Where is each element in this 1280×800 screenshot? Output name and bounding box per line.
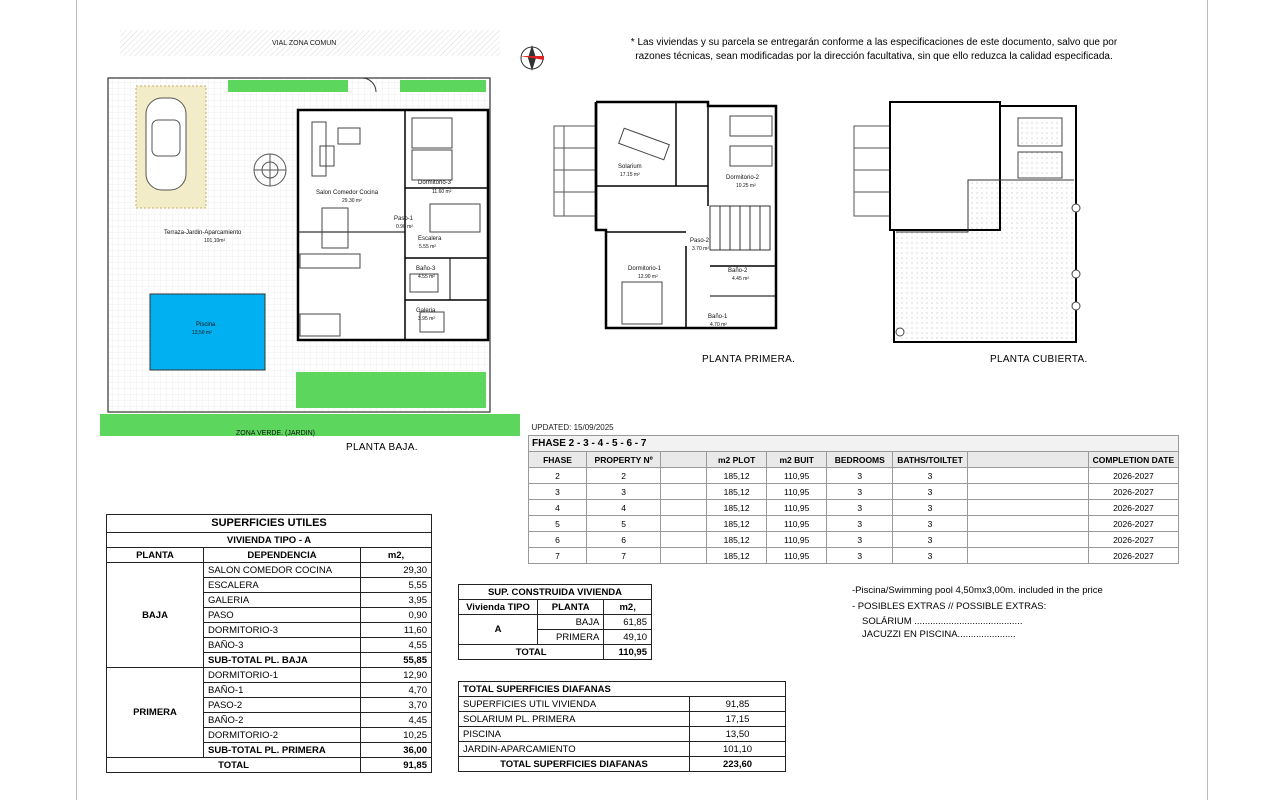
cell (967, 484, 1088, 500)
room-paso2-area: 3.70 m² (692, 246, 709, 252)
cell: 185,12 (707, 548, 767, 564)
sup-construida-title: SUP. CONSTRUIDA VIVIENDA (459, 585, 652, 600)
col-vivienda-tipo: Vivienda TIPO (459, 600, 538, 615)
cell: 3 (827, 468, 893, 484)
roof-plan (850, 96, 1090, 346)
col-property: PROPERTY Nº (587, 452, 661, 468)
table-cell: PRIMERA (538, 630, 604, 645)
table-cell: 4,45 (361, 713, 432, 728)
cell (967, 468, 1088, 484)
room-dormitorio2-label: Dormitorio-2 (726, 175, 760, 181)
cell (661, 548, 707, 564)
table-cell: SALON COMEDOR COCINA (204, 563, 361, 578)
cell: 3 (529, 484, 587, 500)
cell (967, 500, 1088, 516)
col-bedrooms: BEDROOMS (827, 452, 893, 468)
room-dormitorio3-label: Dormitorio-3 (418, 180, 452, 186)
room-paso1-area: 0.90 m² (396, 224, 413, 230)
table-cell: 17,15 (690, 712, 786, 727)
cell: 7 (529, 548, 587, 564)
cell (661, 484, 707, 500)
planta-primera-cell: PRIMERA (107, 668, 204, 758)
table-cell: BAÑO-3 (204, 638, 361, 653)
room-piscina-area: 13,50 m² (192, 330, 212, 336)
diafanas-total-value: 223,60 (690, 757, 786, 772)
table-cell: JARDIN-APARCAMIENTO (459, 742, 690, 757)
col-m2: m2, (604, 600, 652, 615)
room-bano1-label: Baño-1 (708, 314, 728, 320)
cell: 7 (587, 548, 661, 564)
cell: 110,95 (767, 516, 827, 532)
total-value: 91,85 (361, 758, 432, 773)
table-cell: PASO-2 (204, 698, 361, 713)
table-cell: SOLARIUM PL. PRIMERA (459, 712, 690, 727)
cell: 2026-2027 (1088, 516, 1178, 532)
cell: 5 (587, 516, 661, 532)
sup-utiles-title: SUPERFICIES UTILES (107, 515, 432, 533)
cell: 110,95 (767, 532, 827, 548)
room-galeria-label: Galeria (416, 308, 436, 314)
table-cell: 101,10 (690, 742, 786, 757)
table-cell: 10,25 (361, 728, 432, 743)
table-cell: BAÑO-2 (204, 713, 361, 728)
cell: 3 (893, 548, 967, 564)
col-dependencia: DEPENDENCIA (204, 548, 361, 563)
table-cell: DORMITORIO-3 (204, 623, 361, 638)
cell: 4 (529, 500, 587, 516)
cell (661, 532, 707, 548)
table-cell: 13,50 (690, 727, 786, 742)
cell: 185,12 (707, 516, 767, 532)
table-row (529, 516, 1179, 532)
phase-table-header (529, 452, 1179, 468)
table-cell: PASO (204, 608, 361, 623)
table-cell: 49,10 (604, 630, 652, 645)
room-galeria-area: 3.95 m² (418, 316, 435, 322)
table-cell: 3,95 (361, 593, 432, 608)
cell: 110,95 (767, 484, 827, 500)
table-cell: 11,60 (361, 623, 432, 638)
construida-total-label: TOTAL (459, 645, 604, 660)
north-compass-icon (514, 40, 550, 76)
col-empty-1 (661, 452, 707, 468)
cell: 6 (587, 532, 661, 548)
cell: 2026-2027 (1088, 548, 1178, 564)
room-dormitorio2-area: 10.25 m² (736, 183, 756, 189)
col-m2: m2, (361, 548, 432, 563)
cell: 3 (893, 532, 967, 548)
cell: 2026-2027 (1088, 532, 1178, 548)
cell: 2 (587, 468, 661, 484)
room-paso1-label: Paso-1 (394, 216, 414, 222)
cell (661, 516, 707, 532)
room-solarium-label: Solarium (618, 164, 642, 170)
col-baths: BATHS/TOILTET (893, 452, 967, 468)
general-note (594, 36, 1154, 64)
cell (967, 532, 1088, 548)
table-row (529, 484, 1179, 500)
diafanas-total-label: TOTAL SUPERFICIES DIAFANAS (459, 757, 690, 772)
table-cell: ESCALERA (204, 578, 361, 593)
cell (967, 516, 1088, 532)
table-cell: 12,90 (361, 668, 432, 683)
total-label: TOTAL (107, 758, 361, 773)
extra-solarium: SOLÁRIUM ......................................... (862, 616, 1023, 627)
room-bano2-area: 4.45 m² (732, 276, 749, 282)
col-fhase: FHASE (529, 452, 587, 468)
updated-date: UPDATED: 15/09/2025 (531, 422, 614, 432)
table-cell: PISCINA (459, 727, 690, 742)
superficies-diafanas-table (458, 681, 786, 772)
room-escalera-label: Escalera (418, 236, 442, 242)
col-planta: PLANTA (107, 548, 204, 563)
col-m2-buit: m2 BUIT (767, 452, 827, 468)
col-completion: COMPLETION DATE (1088, 452, 1178, 468)
cell: 3 (893, 468, 967, 484)
cell (967, 548, 1088, 564)
table-cell: 4,70 (361, 683, 432, 698)
room-salon-area: 29.30 m² (342, 198, 362, 204)
note-line-1: * Las viviendas y su parcela se entregarán conforme a las especificaciones de este documento, salvo que por (630, 37, 1118, 48)
table-cell: 61,85 (604, 615, 652, 630)
phase-label: FHASE 2 - 3 - 4 - 5 - 6 - 7 (529, 436, 1179, 452)
table-cell: 29,30 (361, 563, 432, 578)
table-cell: 5,55 (361, 578, 432, 593)
subtotal-baja-value: 55,85 (361, 653, 432, 668)
table-cell: 91,85 (690, 697, 786, 712)
table-cell: 0,90 (361, 608, 432, 623)
cell: 3 (827, 484, 893, 500)
table-row (529, 532, 1179, 548)
cell: 185,12 (707, 500, 767, 516)
table-cell: 4,55 (361, 638, 432, 653)
cell: 4 (587, 500, 661, 516)
room-piscina-label: Piscina (196, 322, 216, 328)
cell: 3 (893, 500, 967, 516)
room-dormitorio1-area: 12.90 m² (638, 274, 658, 280)
table-row (529, 468, 1179, 484)
room-bano3-area: 4.55 m² (418, 274, 435, 280)
cell: 5 (529, 516, 587, 532)
pool-note: -Piscina/Swimming pool 4,50mx3,00m. included in the price (852, 585, 1103, 596)
cell: 2026-2027 (1088, 468, 1178, 484)
planta-baja-cell: BAJA (107, 563, 204, 668)
room-dormitorio3-area: 11.60 m² (432, 189, 452, 195)
table-cell: BAJA (538, 615, 604, 630)
cell: 3 (827, 516, 893, 532)
construida-total-value: 110,95 (604, 645, 652, 660)
cell: 2026-2027 (1088, 500, 1178, 516)
cell: 3 (587, 484, 661, 500)
sup-utiles-subtitle: VIVIENDA TIPO - A (107, 533, 432, 548)
room-salon-label: Salon Comedor Cocina (316, 190, 379, 196)
phase-table (528, 420, 1179, 564)
zona-verde-label: ZONA VERDE. (JARDIN) (236, 430, 315, 437)
room-solarium-area: 17.15 m² (620, 172, 640, 178)
table-cell: GALERIA (204, 593, 361, 608)
extra-jacuzzi: JACUZZI EN PISCINA...................... (862, 629, 1016, 640)
first-floor-plan (550, 96, 790, 346)
cell: 110,95 (767, 500, 827, 516)
cell: 2 (529, 468, 587, 484)
superficies-utiles-table (106, 514, 432, 773)
table-cell: BAÑO-1 (204, 683, 361, 698)
cell: 110,95 (767, 468, 827, 484)
vivienda-tipo-value: A (459, 615, 538, 645)
table-cell: DORMITORIO-2 (204, 728, 361, 743)
room-dormitorio1-label: Dormitorio-1 (628, 266, 662, 272)
cell: 185,12 (707, 468, 767, 484)
cell: 6 (529, 532, 587, 548)
col-empty-2 (967, 452, 1088, 468)
cell: 3 (827, 548, 893, 564)
extras-title: - POSIBLES EXTRAS // POSSIBLE EXTRAS: (852, 601, 1047, 612)
cell: 3 (893, 516, 967, 532)
col-m2-plot: m2 PLOT (707, 452, 767, 468)
room-bano1-area: 4.70 m² (710, 322, 727, 328)
col-planta: PLANTA (538, 600, 604, 615)
room-bano3-label: Baño-3 (416, 266, 436, 272)
cell (661, 468, 707, 484)
table-cell: DORMITORIO-1 (204, 668, 361, 683)
ground-floor-plan (100, 28, 520, 438)
planta-baja-title: PLANTA BAJA. (346, 442, 418, 453)
planta-primera-title: PLANTA PRIMERA. (702, 354, 796, 365)
table-row (529, 500, 1179, 516)
room-bano2-label: Baño-2 (728, 268, 748, 274)
cell: 3 (893, 484, 967, 500)
cell: 3 (827, 500, 893, 516)
room-terraza-area: 101,10m² (204, 238, 226, 244)
cell: 185,12 (707, 484, 767, 500)
cell: 2026-2027 (1088, 484, 1178, 500)
note-line-2: razones técnicas, sean modificadas por la dirección facultativa, sin que ello reduzca la calidad especificada. (635, 51, 1113, 62)
room-escalera-area: 5.55 m² (419, 244, 436, 250)
subtotal-primera-label: SUB-TOTAL PL. PRIMERA (204, 743, 361, 758)
table-row (529, 548, 1179, 564)
subtotal-primera-value: 36,00 (361, 743, 432, 758)
room-paso2-label: Paso-2 (690, 238, 710, 244)
cell: 185,12 (707, 532, 767, 548)
diafanas-title: TOTAL SUPERFICIES DIAFANAS (459, 682, 786, 697)
table-cell: 3,70 (361, 698, 432, 713)
subtotal-baja-label: SUB-TOTAL PL. BAJA (204, 653, 361, 668)
table-cell: SUPERFICIES UTIL VIVIENDA (459, 697, 690, 712)
planta-cubierta-title: PLANTA CUBIERTA. (990, 354, 1088, 365)
superficie-construida-table (458, 584, 652, 660)
cell (661, 500, 707, 516)
cell: 110,95 (767, 548, 827, 564)
cell: 3 (827, 532, 893, 548)
room-terraza-label: Terraza-Jardin-Aparcamiento (164, 230, 242, 236)
